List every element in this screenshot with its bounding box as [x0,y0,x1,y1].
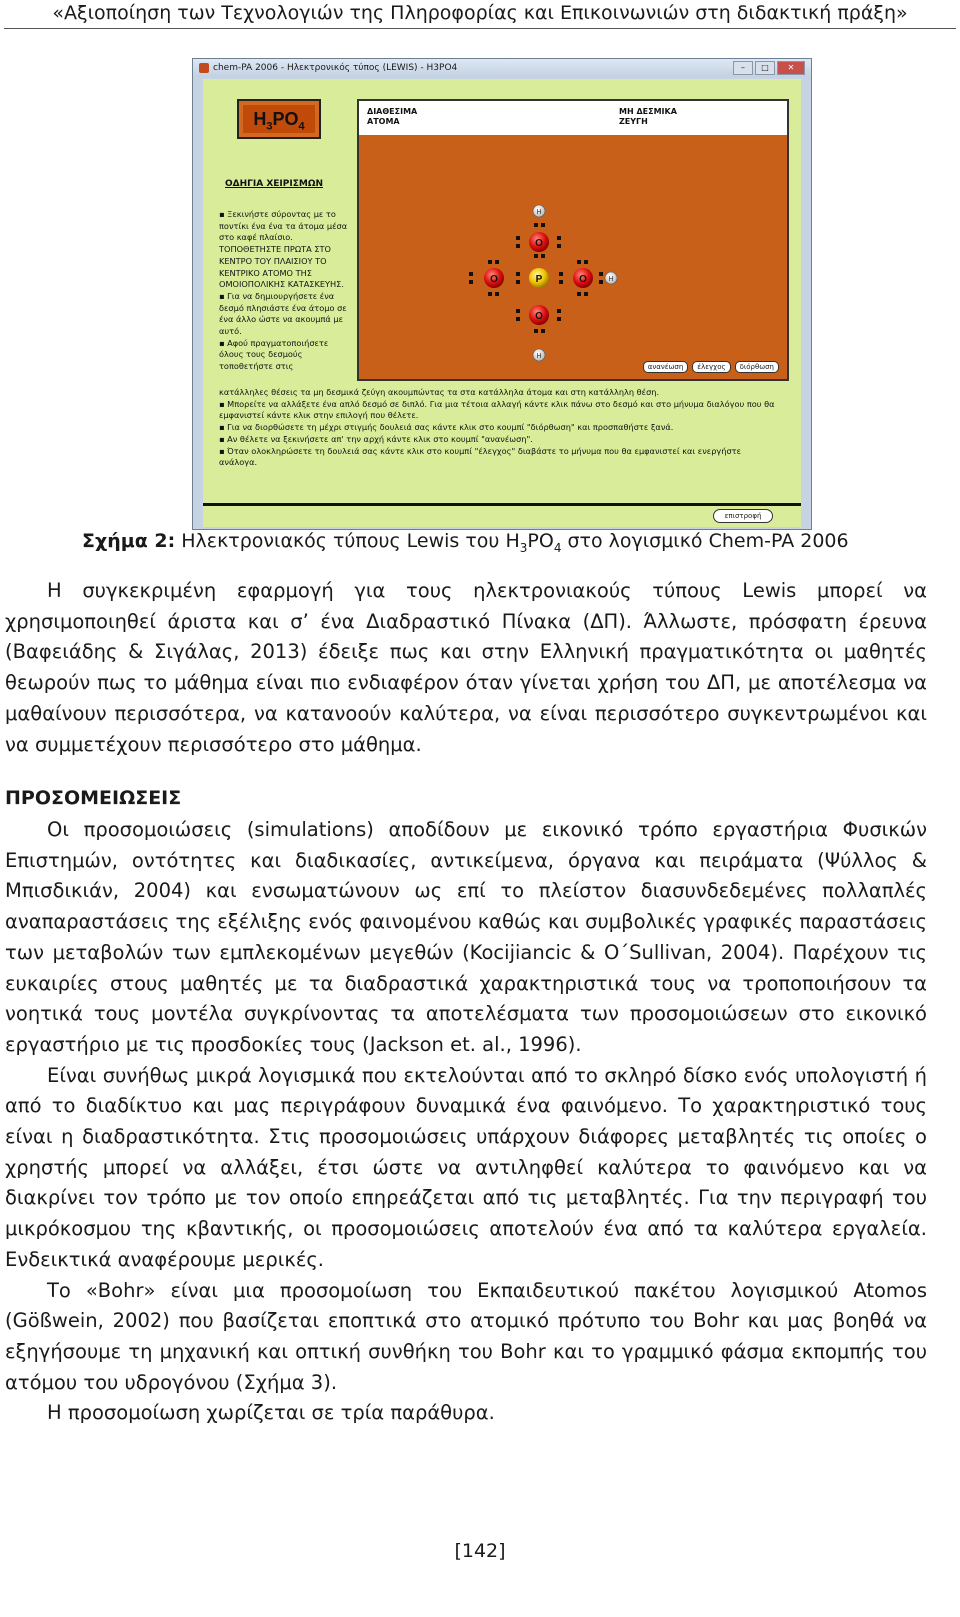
minimize-button[interactable]: – [733,61,753,75]
formula-box [237,99,321,139]
lewis-structure [359,135,787,385]
paragraph-3: Είναι συνήθως μικρά λογισμικά που εκτελούνται από το σκληρό δίσκο ενός υπολογιστή ή από το διαδίκτυο και μας περιγράφουν δυναμικά ένα φαινόμενο. Το χαρακτηριστικό τους είναι η διαδραστικότητα. Στις προσομοιώσεις υπάρχουν διάφορες μεταβλητές τις οποίες ο χρηστής μπορεί να αλλάξει, έτσι ώστε να αντιληφθεί καλύτερα το φαινόμενο και να διακρίνει τον τρόπο με τον οποίο επηρεάζεται από τις μεταβλητές. Για την περιγραφή του μικρόκοσμου της κβαντικής, οι προσομοιώσεις αποτελούν ένα από τα καλύτερα εργαλεία. Ενδεικτικά αναφέρουμε μερικές. [5,1063,927,1271]
atom-o-left: O [490,274,498,285]
molecule-board[interactable] [357,99,789,381]
paragraph-1: Η συγκεκριμένη εφαρμογή για τους ηλεκτρονιακούς τύπους Lewis μπορεί να χρησιμοποιηθεί άριστα και σ’ ένα Διαδραστικό Πίνακα (ΔΠ). Άλλωστε, πρόσφατη έρευνα (Βαφειάδης & Σιγάλας, 2013) έδειξε πως και στην Ελληνική πραγματικότητα οι μαθητές θεωρούν πως το μάθημα είναι πιο ενδιαφέρον όταν γίνεται χρήση του ΔΠ, με αποτέλεσμα να μαθαίνουν περισσότερα, να κατανοούν καλύτερα, να είναι περισσότερο συγκεντρωμένοι και να συμμετέχουν περισσότερο στο μάθημα. [5,579,927,756]
atom-palette [359,101,787,138]
paragraph-4: Το «Bohr» είναι μια προσομοίωση του Εκπαιδευτικού πακέτου λογισμικού Atomos (Gößwein, 2002) που βασίζεται εποπτικά στο ατομικό πρότυπο του Bohr και μας βοηθά να εξηγήσουμε τη μηχανική και οπτική συνθήκη του Bohr και το γραμμικό φάσμα εκπομπής του ατόμου του υδρογόνου (Σχήμα 3). [5,1278,927,1394]
paragraph-1-block [5,576,927,760]
refresh-button[interactable]: ανανέωση [643,361,689,373]
window-title: chem-PA 2006 - Ηλεκτρονικός τύπος (LEWIS) - H3PO4 [213,63,458,73]
return-button[interactable]: επιστροφή [713,509,773,523]
section-heading: ΠΡΟΣΟΜΕΙΩΣΕΙΣ [5,787,182,809]
window-titlebar [193,59,811,77]
app-icon [199,63,209,73]
running-header: «Αξιοποίηση των Τεχνολογιών της Πληροφορίας και Επικοινωνιών στη διδακτική πράξη» [52,2,908,24]
atom-o-right: O [579,274,587,285]
caption-label: Σχήμα 2: [82,530,176,552]
atom-h-bottom: H [536,353,542,360]
section-body [5,815,927,1429]
unbound-pairs-label: ΜΗ ΔΕΣΜΙΚΑ ΖΕΥΓΗ [619,107,677,126]
figure-caption: Σχήμα 2: Ηλεκτρονιακός τύπους Lewis του $H_3PO_4$ στο λογισμικό Chem-PA 2006 [82,530,849,555]
app-bottom-bar [203,503,801,527]
app-client-area [203,79,801,503]
page-number: [142] [454,1540,506,1562]
instructions-full: κατάλληλες θέσεις τα μη δεσμικά ζεύγη ακουμπώντας τα στα κατάλληλα άτομα και στη κατάλληλη θέση. ▪ Μπορείτε να αλλάξετε ένα απλό δεσμό σε διπλό. Για μια τέτοια αλλαγή κάντε κλικ πάνω στο δεσμό και στο μήνυμα διαλόγου που θα εμφανιστεί κάντε κλικ στην επιλογή που θέλετε. ▪ Για να διορθώσετε τη μέχρι στιγμής δουλειά σας κάντε κλικ στο κουμπί "διόρθωση" και προσπαθήστε ξανά. ▪ Αν θέλετε να ξεκινήσετε απ' την αρχή κάντε κλικ στο κουμπί "ανανέωση". ▪ Όταν ολοκληρώσετε τη δουλειά σας κάντε κλικ στο κουμπί "έλεγχος" διαβάστε το μήνυμα που θα εμφανιστεί και ενεργήστε ανάλογα. [219,387,775,468]
header-rule [4,28,956,29]
maximize-button[interactable]: □ [755,61,775,75]
paragraph-5: Η προσομοίωση χωρίζεται σε τρία παράθυρα. [47,1401,495,1425]
close-button[interactable]: ✕ [777,61,805,75]
correct-button[interactable]: διόρθωση [735,361,779,373]
available-atoms-label: ΔΙΑΘΕΣΙΜΑ ΑΤΟΜΑ [367,107,418,126]
atom-h-top: H [536,209,542,216]
atom-p-center: P [535,274,543,285]
check-button[interactable]: έλεγχος [692,361,730,373]
paragraph-2: Οι προσομοιώσεις (simulations) αποδίδουν με εικονικό τρόπο εργαστήρια Φυσικών Επιστημών, οντότητες και διαδικασίες, αντικείμενα, όργανα και πειράματα (Ψύλλος & Μπισδικιάν, 2004) και ενσωματώνουν ως επί το πλείστον διασυνδεδεμένες πολλαπλές αναπαραστάσεις της εξέλιξης ενός φαινομένου καθώς και συμβολικές γραφικές παραστάσεις των μεταβολών των εμπλεκομένων μεγεθών (Kocijiancic & O΄Sullivan, 2004). Παρέχουν τις ευκαιρίες στους μαθητές με τα διαδραστικά χαρακτηριστικά τους να τροποποιήσουν τα νοητικά τους μοντέλα συγκρίνοντας τα αποτελέσματα των προσομοιώσεων στο εικονικό εργαστήριο με τις προσδοκίες τους (Jackson et. al., 1996). [5,818,927,1056]
instructions-left: ▪ Ξεκινήστε σύροντας με το ποντίκι ένα ένα τα άτομα μέσα στο καφέ πλαίσιο. ΤΟΠΟΘΕΤΗΣΤΕ ΠΡΩΤΑ ΣΤΟ ΚΕΝΤΡΟ ΤΟΥ ΠΛΑΙΣΙΟΥ ΤΟ ΚΕΝΤΡΙΚΟ ΑΤΟΜΟ ΤΗΣ ΟΜΟΙΟΠΟΛΙΚΗΣ ΚΑΤΑΣΚΕΥΗΣ. ▪ Για να δημιουργήσετε ένα δεσμό πλησιάστε ένα άτομο σε ένα άλλο ώστε να ακουμπά με αυτό. ▪ Αφού πραγματοποιήσετε όλους τους δεσμούς τοποθετήστε στις [219,209,348,372]
formula-label: $H_3PO_4$ [243,105,315,133]
instructions-title: ΟΔΗΓΙΑ ΧΕΙΡΙΣΜΩΝ [225,179,323,189]
atom-o-bottom: O [535,311,543,322]
atom-h-right: H [608,276,614,283]
atom-o-top: O [535,238,543,249]
app-window [192,58,812,530]
